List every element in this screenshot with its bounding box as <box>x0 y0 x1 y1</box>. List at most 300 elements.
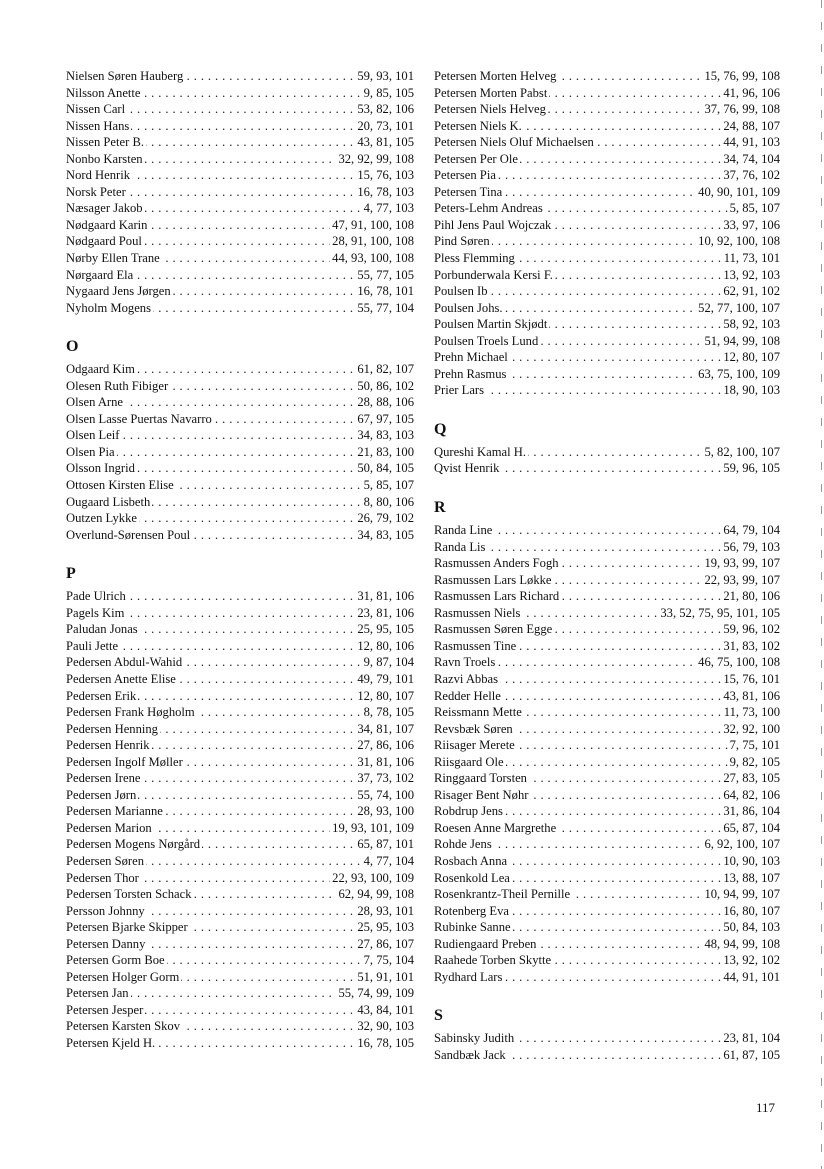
index-entry <box>66 118 414 135</box>
entry-pages: 6, 92, 100, 107 <box>704 837 780 852</box>
entry-pages: 63, 75, 100, 109 <box>698 366 780 381</box>
entry-pages: 43, 81, 105 <box>357 135 414 150</box>
entry-name: Petersen Kjeld H. <box>66 1035 156 1050</box>
index-entry <box>434 737 780 754</box>
entry-pages: 53, 82, 106 <box>357 102 414 117</box>
entry-pages: 59, 96, 102 <box>723 622 780 637</box>
entry-name: Peters-Lehm Andreas <box>434 201 543 216</box>
index-entry <box>66 919 414 936</box>
entry-name: Olsson Ingrid <box>66 461 135 476</box>
index-entry <box>66 1002 414 1019</box>
entry-name: Pedersen Abdul-Wahid <box>66 655 183 670</box>
entry-pages: 40, 90, 101, 109 <box>698 184 780 199</box>
index-entry <box>434 118 780 135</box>
entry-name: Riisager Merete <box>434 738 515 753</box>
index-entry <box>434 588 780 605</box>
entry-pages: 49, 79, 101 <box>357 671 414 686</box>
entry-pages: 32, 92, 100 <box>723 721 780 736</box>
entry-name: Petersen Per Ole <box>434 151 518 166</box>
entry-pages: 4, 77, 104 <box>363 853 414 868</box>
entry-pages: 10, 92, 100, 108 <box>698 234 780 249</box>
index-entry <box>66 803 414 820</box>
index-entry <box>66 721 414 738</box>
entry-name: Redder Helle <box>434 688 501 703</box>
index-entry <box>66 737 414 754</box>
entry-name: Odgaard Kim <box>66 362 135 377</box>
entry-name: Nygaard Jens Jørgen <box>66 284 171 299</box>
entry-name: Rosenkold Lea <box>434 870 510 885</box>
entry-pages: 61, 87, 105 <box>723 1047 780 1062</box>
entry-name: Pedersen Mogens Nørgård <box>66 837 201 852</box>
index-entry <box>66 250 414 267</box>
entry-name: Petersen Niels Helveg <box>434 102 546 117</box>
index-entry <box>434 250 780 267</box>
entry-pages: 59, 93, 101 <box>357 69 414 83</box>
index-entry <box>66 134 414 151</box>
entry-name: Rosbach Anna <box>434 853 508 868</box>
entry-pages: 46, 75, 100, 108 <box>698 655 780 670</box>
index-entry <box>66 1018 414 1035</box>
index-entry <box>66 654 414 671</box>
index-entry <box>66 494 414 511</box>
index-entry <box>434 184 780 201</box>
index-entry <box>66 477 414 494</box>
section-letter: P <box>66 565 76 583</box>
index-entry <box>66 1035 414 1052</box>
index-entry <box>66 754 414 771</box>
entry-pages: 55, 74, 100 <box>357 787 414 802</box>
entry-pages: 18, 90, 103 <box>723 383 780 398</box>
entry-name: Pihl Jens Paul Wojczak <box>434 217 552 232</box>
index-entry <box>66 411 414 428</box>
entry-pages: 13, 92, 103 <box>723 267 780 282</box>
entry-pages: 51, 94, 99, 108 <box>704 333 780 348</box>
entry-pages: 28, 93, 100 <box>357 804 414 819</box>
entry-pages: 27, 83, 105 <box>723 771 780 786</box>
entry-pages: 27, 86, 107 <box>357 936 414 951</box>
entry-pages: 31, 81, 106 <box>357 754 414 769</box>
index-entry <box>66 870 414 887</box>
index-entry <box>434 539 780 556</box>
entry-pages: 34, 83, 103 <box>357 428 414 443</box>
page-number: 117 <box>756 1100 776 1115</box>
index-entry <box>434 555 780 572</box>
entry-pages: 12, 80, 107 <box>357 688 414 703</box>
entry-name: Petersen Gorm Boe <box>66 953 165 968</box>
index-entry <box>434 952 780 969</box>
index-entry <box>66 820 414 837</box>
entry-pages: 47, 91, 100, 108 <box>332 217 414 232</box>
entry-name: Rasmussen Anders Fogh <box>434 556 559 571</box>
entry-name: Outzen Lykke <box>66 511 137 526</box>
entry-pages: 28, 93, 101 <box>357 903 414 918</box>
entry-pages: 61, 82, 107 <box>357 362 414 377</box>
entry-pages: 5, 85, 107 <box>729 201 780 216</box>
index-entry <box>66 85 414 102</box>
entry-name: Petersen Morten Pabst <box>434 85 548 100</box>
index-entry <box>434 803 780 820</box>
entry-pages: 9, 87, 104 <box>363 655 414 670</box>
entry-pages: 44, 91, 103 <box>723 135 780 150</box>
entry-name: Pedersen Anette Elise <box>66 671 176 686</box>
entry-pages: 44, 93, 100, 108 <box>332 251 414 266</box>
index-entry <box>66 101 414 118</box>
index-entry <box>434 134 780 151</box>
index-entry <box>66 527 414 544</box>
index-entry <box>434 903 780 920</box>
section-letter: Q <box>434 420 447 438</box>
index-entry <box>66 300 414 317</box>
entry-pages: 62, 91, 102 <box>723 284 780 299</box>
index-entry <box>66 671 414 688</box>
entry-pages: 22, 93, 100, 109 <box>332 870 414 885</box>
entry-name: Risager Bent Nøhr <box>434 787 529 802</box>
entry-pages: 20, 73, 101 <box>357 118 414 133</box>
entry-pages: 52, 77, 100, 107 <box>698 300 780 315</box>
entry-name: Nilsson Anette <box>66 85 141 100</box>
index-entry <box>66 903 414 920</box>
entry-pages: 56, 79, 103 <box>723 539 780 554</box>
index-entry <box>434 853 780 870</box>
index-entry <box>434 366 780 383</box>
entry-pages: 19, 93, 101, 109 <box>332 820 414 835</box>
entry-pages: 37, 73, 102 <box>357 771 414 786</box>
entry-name: Nørgaard Ela <box>66 267 134 282</box>
entry-name: Rotenberg Eva <box>434 903 509 918</box>
index-entry <box>434 572 780 589</box>
entry-name: Petersen Holger Gorm <box>66 969 180 984</box>
index-entry <box>66 952 414 969</box>
index-entry <box>434 936 780 953</box>
entry-name: Petersen Pia <box>434 168 496 183</box>
index-entry <box>66 621 414 638</box>
index-entry <box>434 85 780 102</box>
entry-name: Petersen Niels K. <box>434 118 522 133</box>
entry-pages: 24, 88, 107 <box>723 118 780 133</box>
index-entry <box>434 605 780 622</box>
entry-name: Ravn Troels <box>434 655 496 670</box>
index-entry <box>434 68 780 85</box>
entry-name: Nielsen Søren Hauberg <box>66 69 184 83</box>
index-entry <box>434 101 780 118</box>
index-entry <box>434 770 780 787</box>
entry-pages: 41, 96, 106 <box>723 85 780 100</box>
entry-name: Ougaard Lisbeth <box>66 494 151 509</box>
entry-pages: 13, 88, 107 <box>723 870 780 885</box>
entry-pages: 9, 82, 105 <box>729 754 780 769</box>
entry-name: Persson Johnny <box>66 903 145 918</box>
entry-name: Rasmussen Lars Løkke <box>434 572 552 587</box>
index-entry <box>66 588 414 605</box>
entry-pages: 55, 74, 99, 109 <box>338 986 414 1001</box>
index-entry <box>66 151 414 168</box>
entry-pages: 33, 97, 106 <box>723 217 780 232</box>
entry-name: Rubinke Sanne <box>434 920 511 935</box>
entry-name: Qvist Henrik <box>434 461 500 476</box>
entry-name: Nissen Peter B. <box>66 135 145 150</box>
entry-pages: 12, 80, 106 <box>357 638 414 653</box>
index-entry <box>66 770 414 787</box>
index-entry <box>434 316 780 333</box>
entry-pages: 31, 86, 104 <box>723 804 780 819</box>
entry-name: Petersen Karsten Skov <box>66 1019 181 1034</box>
entry-name: Pedersen Thor <box>66 870 139 885</box>
entry-name: Pedersen Erik <box>66 688 137 703</box>
entry-pages: 34, 83, 105 <box>357 527 414 542</box>
index-entry <box>434 333 780 350</box>
index-entry <box>434 1047 780 1064</box>
entry-pages: 16, 78, 103 <box>357 184 414 199</box>
entry-name: Næsager Jakob <box>66 201 143 216</box>
entry-name: Nissen Carl <box>66 102 126 117</box>
entry-pages: 28, 91, 100, 108 <box>332 234 414 249</box>
entry-pages: 8, 80, 106 <box>363 494 414 509</box>
entry-pages: 25, 95, 105 <box>357 622 414 637</box>
index-entry <box>434 969 780 986</box>
index-entry <box>434 836 780 853</box>
entry-pages: 55, 77, 105 <box>357 267 414 282</box>
entry-name: Prehn Michael <box>434 350 508 365</box>
index-entry <box>434 460 780 477</box>
page-edge-mark <box>821 0 822 1169</box>
entry-name: Randa Lis <box>434 539 486 554</box>
entry-pages: 16, 80, 107 <box>723 903 780 918</box>
entry-name: Pedersen Irene <box>66 771 141 786</box>
entry-name: Randa Line <box>434 523 493 538</box>
entry-name: Pedersen Marianne <box>66 804 163 819</box>
entry-name: Rydhard Lars <box>434 969 503 984</box>
index-entry <box>434 283 780 300</box>
entry-name: Nord Henrik <box>66 168 131 183</box>
entry-name: Pagels Kim <box>66 605 125 620</box>
entry-name: Robdrup Jens <box>434 804 503 819</box>
index-entry <box>434 151 780 168</box>
entry-name: Pedersen Torsten Schack <box>66 887 192 902</box>
index-entry <box>66 510 414 527</box>
entry-name: Pedersen Ingolf Møller <box>66 754 183 769</box>
index-entry <box>66 378 414 395</box>
entry-pages: 23, 81, 106 <box>357 605 414 620</box>
index-entry <box>66 853 414 870</box>
index-entry <box>66 886 414 903</box>
index-entry <box>434 671 780 688</box>
entry-pages: 51, 91, 101 <box>357 969 414 984</box>
entry-name: Overlund-Sørensen Poul <box>66 527 191 542</box>
entry-pages: 37, 76, 102 <box>723 168 780 183</box>
index-entry <box>434 919 780 936</box>
index-entry <box>66 361 414 378</box>
entry-name: Nødgaard Poul <box>66 234 142 249</box>
index-entry <box>66 167 414 184</box>
index-entry <box>66 638 414 655</box>
index-entry <box>66 427 414 444</box>
entry-name: Prier Lars <box>434 383 485 398</box>
index-entry <box>66 985 414 1002</box>
index-entry <box>434 654 780 671</box>
entry-name: Nissen Hans <box>66 118 130 133</box>
index-entry <box>66 233 414 250</box>
entry-name: Olsen Leif <box>66 428 120 443</box>
entry-pages: 26, 79, 102 <box>357 511 414 526</box>
entry-pages: 55, 77, 104 <box>357 300 414 315</box>
index-entry <box>434 1030 780 1047</box>
entry-name: Rasmussen Søren Egge <box>434 622 553 637</box>
index-entry <box>434 349 780 366</box>
index-entry <box>434 444 780 461</box>
entry-name: Rohde Jens <box>434 837 492 852</box>
entry-pages: 34, 74, 104 <box>723 151 780 166</box>
entry-name: Pauli Jette <box>66 638 119 653</box>
entry-name: Petersen Jan <box>66 986 129 1001</box>
entry-name: Petersen Niels Oluf Michaelsen <box>434 135 594 150</box>
entry-name: Pade Ulrich <box>66 589 126 604</box>
entry-name: Pedersen Jørn <box>66 787 137 802</box>
entry-name: Sandbæk Jack <box>434 1047 506 1062</box>
index-column-right <box>434 68 780 1063</box>
entry-pages: 15, 76, 99, 108 <box>704 69 780 83</box>
index-entry <box>434 870 780 887</box>
index-entry <box>434 233 780 250</box>
entry-name: Nyholm Mogens <box>66 300 152 315</box>
entry-pages: 5, 85, 107 <box>363 478 414 493</box>
entry-name: Olsen Arne <box>66 395 124 410</box>
entry-pages: 34, 81, 107 <box>357 721 414 736</box>
section-letter: S <box>434 1007 443 1025</box>
index-entry <box>434 754 780 771</box>
entry-pages: 48, 94, 99, 108 <box>704 936 780 951</box>
index-entry <box>66 283 414 300</box>
entry-pages: 44, 91, 101 <box>723 969 780 984</box>
entry-name: Rasmussen Lars Richard <box>434 589 560 604</box>
index-entry <box>434 787 780 804</box>
entry-pages: 32, 90, 103 <box>357 1019 414 1034</box>
section-letter: O <box>66 338 79 356</box>
index-entry <box>434 638 780 655</box>
entry-pages: 43, 84, 101 <box>357 1002 414 1017</box>
index-column-left <box>66 68 414 1052</box>
entry-name: Pedersen Henrik <box>66 738 150 753</box>
index-entry <box>66 184 414 201</box>
entry-name: Petersen Tina <box>434 184 503 199</box>
entry-pages: 21, 80, 106 <box>723 589 780 604</box>
entry-pages: 21, 83, 100 <box>357 444 414 459</box>
index-entry <box>66 787 414 804</box>
entry-pages: 32, 92, 99, 108 <box>338 151 414 166</box>
entry-name: Ottosen Kirsten Elise <box>66 478 174 493</box>
entry-pages: 13, 92, 102 <box>723 953 780 968</box>
index-entry <box>434 886 780 903</box>
entry-name: Petersen Danny <box>66 936 146 951</box>
entry-pages: 62, 94, 99, 108 <box>338 887 414 902</box>
entry-name: Rudiengaard Preben <box>434 936 537 951</box>
index-entry <box>66 394 414 411</box>
entry-pages: 7, 75, 101 <box>729 738 780 753</box>
entry-pages: 64, 82, 106 <box>723 787 780 802</box>
index-entry <box>66 836 414 853</box>
entry-pages: 5, 82, 100, 107 <box>704 444 780 459</box>
index-entry <box>434 721 780 738</box>
entry-name: Rasmussen Niels <box>434 605 521 620</box>
entry-name: Pedersen Frank Høgholm <box>66 705 195 720</box>
index-entry <box>66 444 414 461</box>
entry-name: Norsk Peter <box>66 184 126 199</box>
entry-name: Pless Flemming <box>434 251 515 266</box>
entry-name: Raahede Torben Skytte <box>434 953 552 968</box>
entry-name: Pedersen Marion <box>66 820 152 835</box>
entry-name: Poulsen Martin Skjødt <box>434 317 548 332</box>
entry-name: Petersen Morten Helveg <box>434 69 557 83</box>
index-entry <box>66 605 414 622</box>
entry-name: Qureshi Kamal H. <box>434 444 526 459</box>
index-entry <box>434 217 780 234</box>
entry-pages: 10, 90, 103 <box>723 853 780 868</box>
entry-pages: 7, 75, 104 <box>363 953 414 968</box>
entry-pages: 59, 96, 105 <box>723 461 780 476</box>
entry-name: Sabinsky Judith <box>434 1031 515 1046</box>
entry-name: Olesen Ruth Fibiger <box>66 378 169 393</box>
section-letter: R <box>434 499 446 517</box>
entry-pages: 33, 52, 75, 95, 101, 105 <box>660 605 780 620</box>
entry-name: Ringgaard Torsten <box>434 771 527 786</box>
entry-pages: 15, 76, 103 <box>357 168 414 183</box>
entry-pages: 23, 81, 104 <box>723 1031 780 1046</box>
entry-name: Olsen Lasse Puertas Navarro <box>66 411 212 426</box>
entry-pages: 12, 80, 107 <box>723 350 780 365</box>
entry-name: Roesen Anne Margrethe <box>434 820 557 835</box>
entry-name: Poulsen Troels Lund <box>434 333 539 348</box>
entry-pages: 15, 76, 101 <box>723 671 780 686</box>
entry-name: Nonbo Karsten <box>66 151 143 166</box>
entry-pages: 9, 85, 105 <box>363 85 414 100</box>
entry-pages: 28, 88, 106 <box>357 395 414 410</box>
entry-pages: 50, 84, 105 <box>357 461 414 476</box>
entry-pages: 58, 92, 103 <box>723 317 780 332</box>
entry-pages: 50, 86, 102 <box>357 378 414 393</box>
entry-pages: 4, 77, 103 <box>363 201 414 216</box>
entry-pages: 43, 81, 106 <box>723 688 780 703</box>
index-entry <box>434 621 780 638</box>
entry-pages: 50, 84, 103 <box>723 920 780 935</box>
index-entry <box>434 522 780 539</box>
entry-pages: 10, 94, 99, 107 <box>704 887 780 902</box>
entry-pages: 11, 73, 101 <box>723 251 780 266</box>
index-entry <box>434 704 780 721</box>
entry-pages: 8, 78, 105 <box>363 705 414 720</box>
entry-name: Razvi Abbas <box>434 671 499 686</box>
entry-name: Nødgaard Karin <box>66 217 148 232</box>
index-entry <box>66 460 414 477</box>
entry-name: Pedersen Henning <box>66 721 158 736</box>
entry-pages: 25, 95, 103 <box>357 920 414 935</box>
entry-pages: 31, 83, 102 <box>723 638 780 653</box>
entry-name: Paludan Jonas <box>66 622 138 637</box>
index-entry <box>66 969 414 986</box>
entry-pages: 22, 93, 99, 107 <box>704 572 780 587</box>
entry-pages: 37, 76, 99, 108 <box>704 102 780 117</box>
index-entry <box>434 167 780 184</box>
entry-pages: 11, 73, 100 <box>723 705 780 720</box>
entry-pages: 65, 87, 101 <box>357 837 414 852</box>
index-entry <box>66 936 414 953</box>
entry-name: Pedersen Søren <box>66 853 144 868</box>
entry-pages: 16, 78, 105 <box>357 1035 414 1050</box>
entry-pages: 65, 87, 104 <box>723 820 780 835</box>
entry-name: Rasmussen Tine <box>434 638 517 653</box>
index-entry <box>434 267 780 284</box>
entry-name: Poulsen Ib <box>434 284 488 299</box>
entry-name: Pind Søren <box>434 234 490 249</box>
entry-pages: 27, 86, 106 <box>357 738 414 753</box>
